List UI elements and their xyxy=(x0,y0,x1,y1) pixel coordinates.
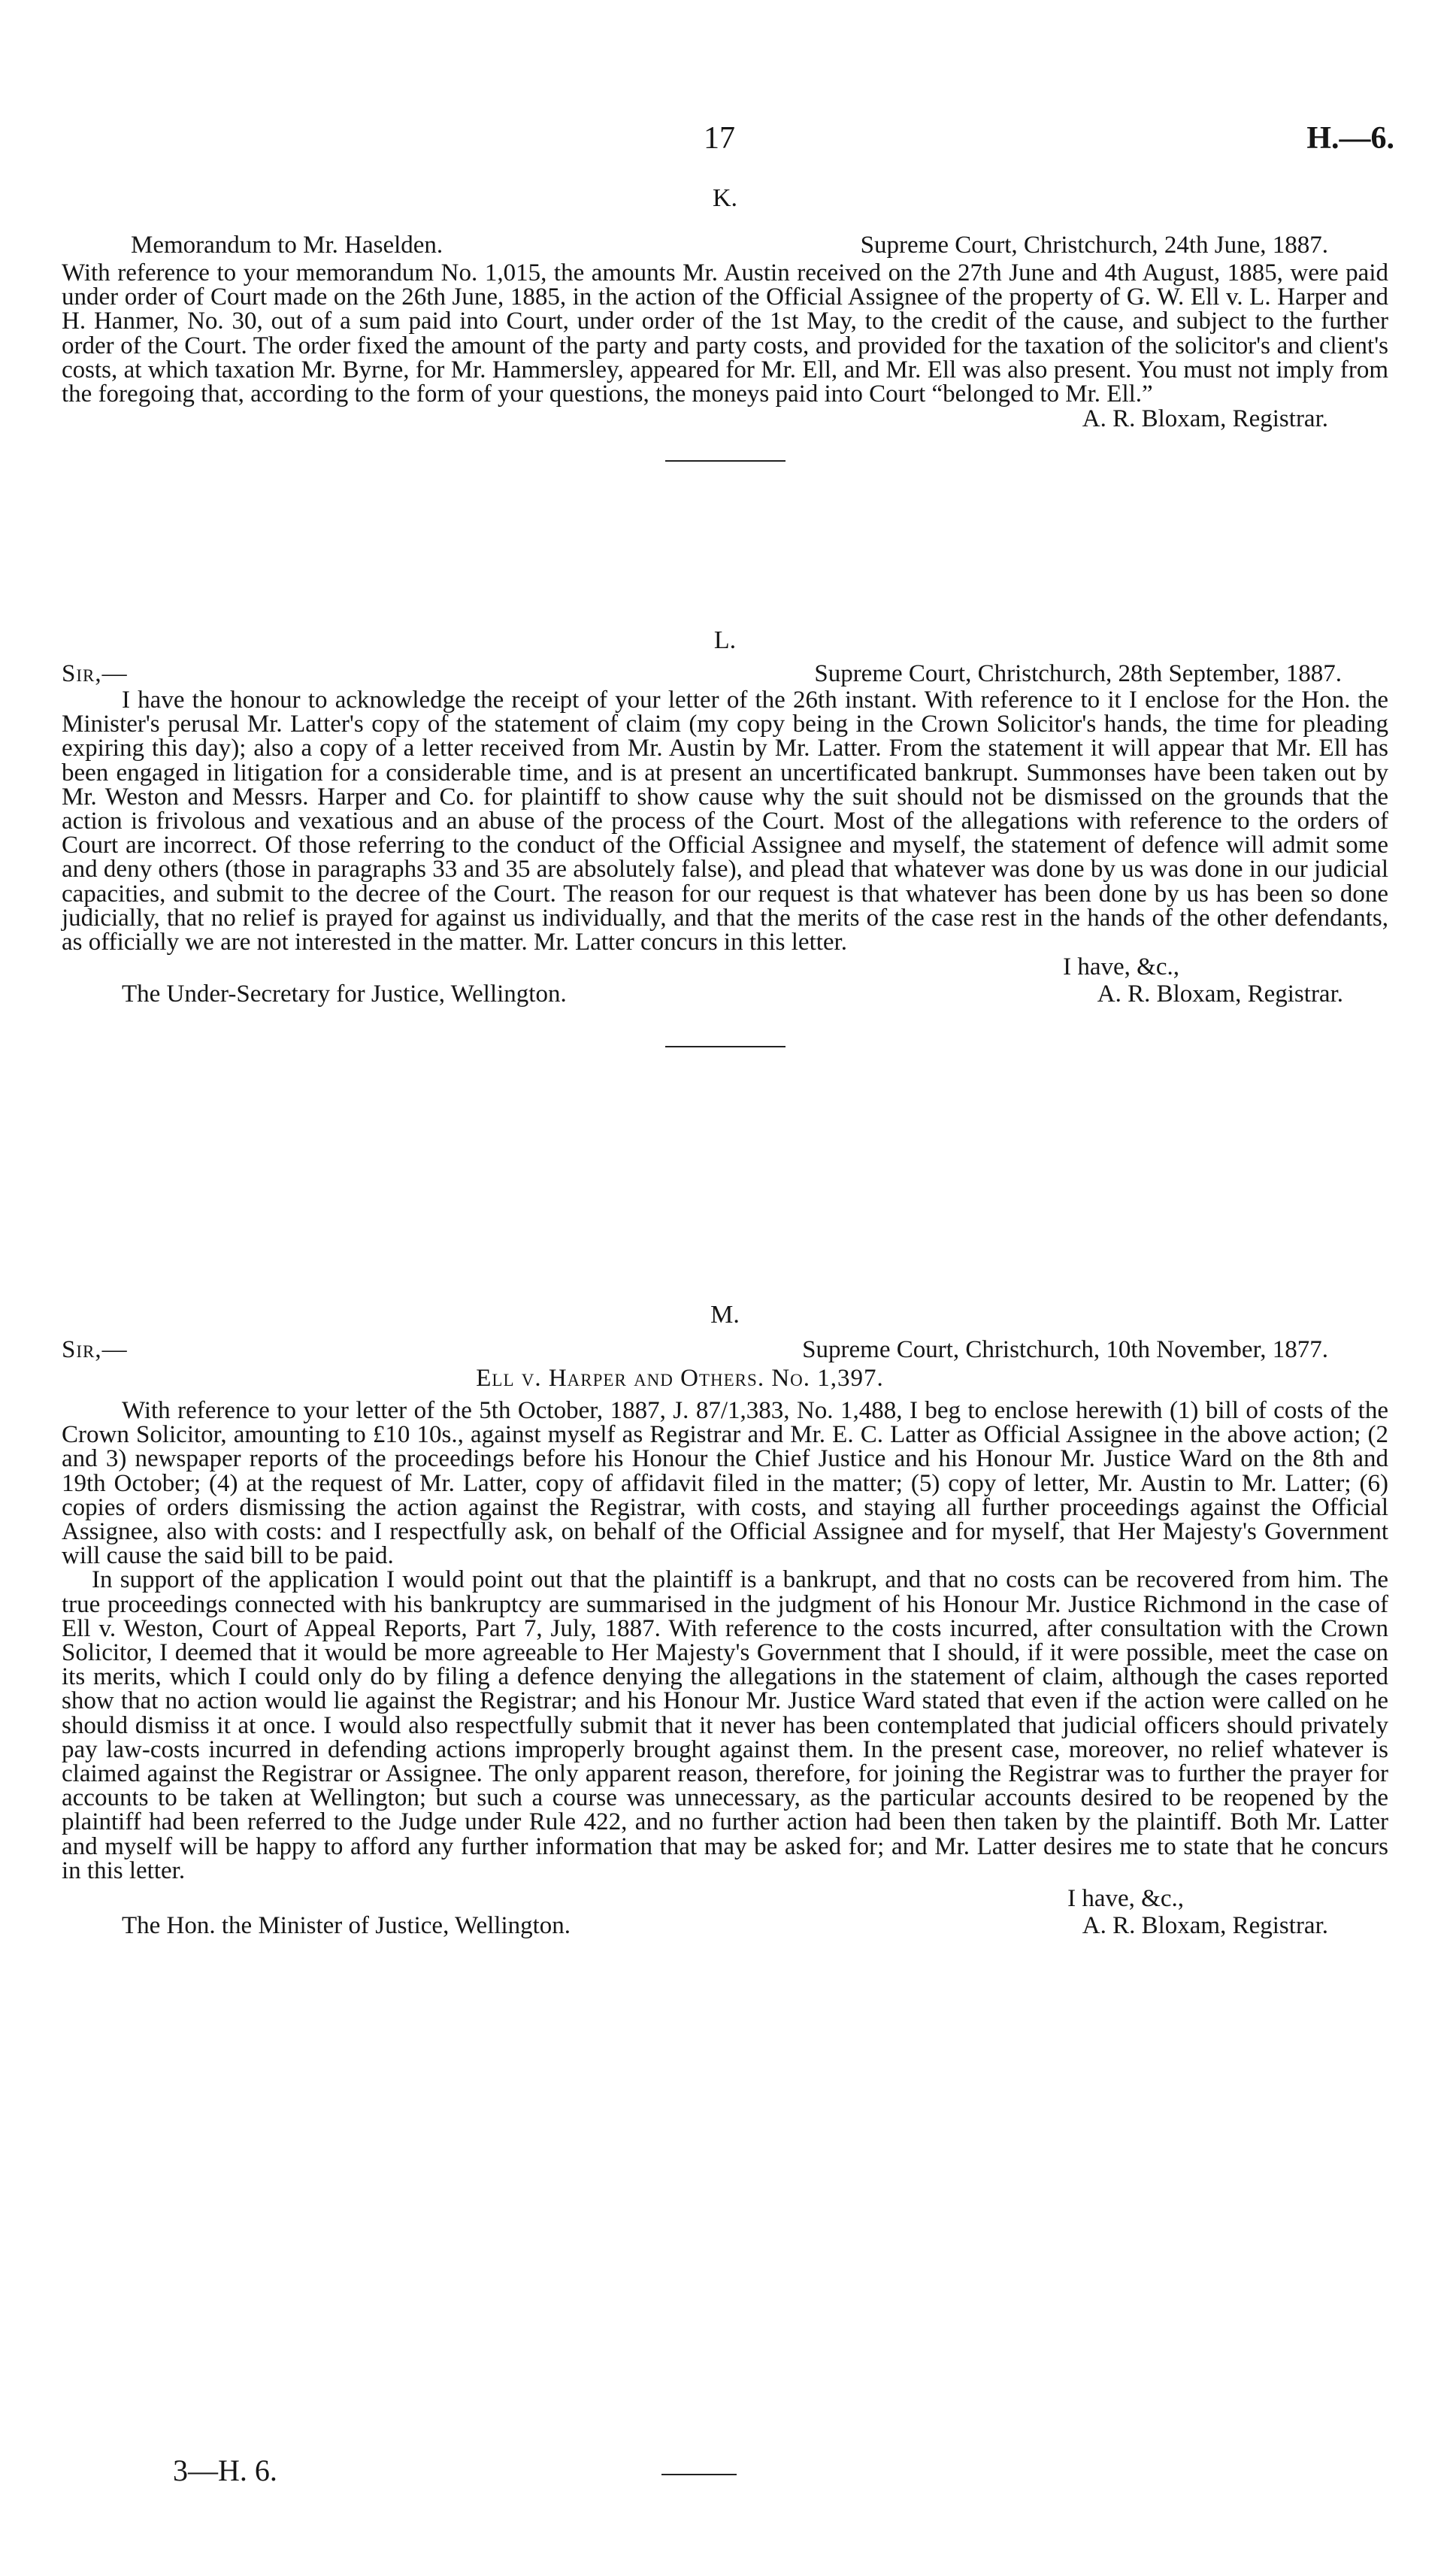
closing: I have, &c., xyxy=(1063,953,1179,981)
signature: A. R. Bloxam, Registrar. xyxy=(1097,980,1343,1008)
memo-heading-row xyxy=(62,231,1388,259)
letter-heading-row xyxy=(62,659,1388,688)
addressee: The Under-Secretary for Justice, Wellington. xyxy=(122,980,567,1008)
letter-salutation: Sir,— xyxy=(62,660,128,687)
letter-body-paragraph-1: With reference to your letter of the 5th October, 1887, J. 87/1,383, No. 1,488, I beg to enclose herewith (1) bill of costs of the Crown Solicitor, amounting to £10 10s., against myself as Registrar and Mr. E. C. Latter as Official Assignee in the above action; (2 and 3) newspaper reports of the proceedings before his Honour the Chief Justice and his Honour Mr. Justice Ward on the 8th and 19th October; (4) at the request of Mr. Latter, copy of affidavit filed in the matter; (5) copy of letter, Mr. Austin to Mr. Latter; (6) copies of orders dismissing the action against the Registrar, with costs, and staying all further proceedings against the Official Assignee, also with costs: and I respectfully ask, on behalf of the Official Assignee and for myself, that Her Majesty's Government will cause the said bill to be paid. xyxy=(62,1397,1388,1570)
document-id: H.—6. xyxy=(1306,121,1394,156)
place-date: Supreme Court, Christchurch, 24th June, 1887. xyxy=(860,232,1328,259)
letter-body-paragraph-2: In support of the application I would point out that the plaintiff is a bankrupt, and that no costs can be recovered from him. The true proceedings connected with his bankruptcy are summarised in the judgment of his Honour Mr. Justice Richmond in the case of Ell v. Weston, Court of Appeal Reports, Part 7, July, 1887. With reference to the costs incurred, after consultation with the Crown Solicitor, I deemed that it would be more agreeable to Her Majesty's Government that I should, if it were possible, meet the case on its merits, which I could only do by filing a defence denying the allegations in the statement of claim, although the cases reported show that no action would lie against the Registrar; and his Honour Mr. Justice Ward stated that even if the action were called on he should dismiss it at once. I would also respectfully submit that it never has been contemplated that judicial officers should privately pay law-costs incurred in defending actions improperly brought against them. In the present case, moreover, no relief whatever is claimed against the Registrar or Assignee. The only apparent reason, therefore, for joining the Registrar was to further the prayer for accounts to be taken at Wellington; but such a course was unnecessary, as the particular accounts desired to be reopened by the plaintiff had been referred to the Judge under Rule 422, and no further action had been then taken by the plaintiff. Both Mr. Latter and myself will be happy to afford any further information that may be asked for; and Mr. Latter desires me to state that he concurs in this letter. xyxy=(62,1566,1388,1884)
section-divider xyxy=(665,460,786,462)
memo-body: With reference to your memorandum No. 1,015, the amounts Mr. Austin received on the 27th June and 4th August, 1885, were paid under order of Court made on the 26th June, 1885, in the action of the Official Assignee of the property of G. W. Ell v. L. Harper and H. Hanmer, No. 30, out of a sum paid into Court, under order of the 1st May, to the credit of the cause, and subject to the further order of the Court. The order fixed the amount of the party and party costs, and provided for the taxation of the solicitor's and client's costs, at which taxation Mr. Byrne, for Mr. Hammersley, appeared for Mr. Ell, and Mr. Ell was also present. You must not imply from the foregoing that, according to the form of your questions, the moneys paid into Court “belonged to Mr. Ell.” xyxy=(62,259,1388,408)
section-m xyxy=(62,1301,1388,1940)
place-date: Supreme Court, Christchurch, 28th September, 1887. xyxy=(814,660,1342,687)
section-divider xyxy=(665,1046,786,1047)
letter-heading-row xyxy=(62,1335,1388,1364)
letter-salutation: Sir,— xyxy=(62,1336,128,1363)
signature: A. R. Bloxam, Registrar. xyxy=(1082,405,1328,433)
letter-body: I have the honour to acknowledge the receipt of your letter of the 26th instant. With reference to it I enclose for the Hon. the Minister's perusal Mr. Latter's copy of the statement of claim (my copy being in the Crown Solicitor's hands, the time for pleading expiring this day); also a copy of a letter received from Mr. Austin by Mr. Latter. From the statement it will appear that Mr. Ell has been engaged in litigation for a considerable time, and is at present an uncertificated bankrupt. Summonses have been taken out by Mr. Weston and Messrs. Harper and Co. for plaintiff to show cause why the suit should not be dismissed on the grounds that the action is frivolous and vexatious and an abuse of the process of the Court. Most of the allegations with reference to the orders of Court are incorrect. Of those referring to the conduct of the Official Assignee and myself, the statement of defence will admit some and deny others (those in paragraphs 33 and 35 are absolutely false), and plead that whatever was done by us was done in our judicial capacities, and submit to the decree of the Court. The reason for our request is that whatever has been done by us has been so done judicially, that no relief is prayed for against us individually, and that the merits of the case rest in the hands of the other defendants, as officially we are not interested in the matter. Mr. Latter concurs in this letter. xyxy=(62,686,1388,956)
section-letter: K. xyxy=(712,184,738,212)
memo-salutation: Memorandum to Mr. Haselden. xyxy=(131,232,443,259)
place-date: Supreme Court, Christchurch, 10th November, 1877. xyxy=(802,1336,1328,1363)
closing: I have, &c., xyxy=(1067,1885,1184,1913)
section-letter: M. xyxy=(710,1301,740,1329)
signature: A. R. Bloxam, Registrar. xyxy=(1082,1912,1328,1940)
case-caption: Ell v. Harper and Others. No. 1,397. xyxy=(476,1365,884,1392)
addressee-signature-row xyxy=(62,980,1388,1008)
addressee: The Hon. the Minister of Justice, Wellington. xyxy=(122,1912,571,1940)
footer-divider xyxy=(661,2474,737,2475)
page-header xyxy=(0,120,1456,165)
footer-code: 3—H. 6. xyxy=(173,2453,277,2487)
section-k xyxy=(62,184,1388,462)
page-number: 17 xyxy=(704,121,735,156)
addressee-signature-row xyxy=(62,1911,1388,1940)
section-l xyxy=(62,626,1388,1047)
section-letter: L. xyxy=(713,626,737,654)
